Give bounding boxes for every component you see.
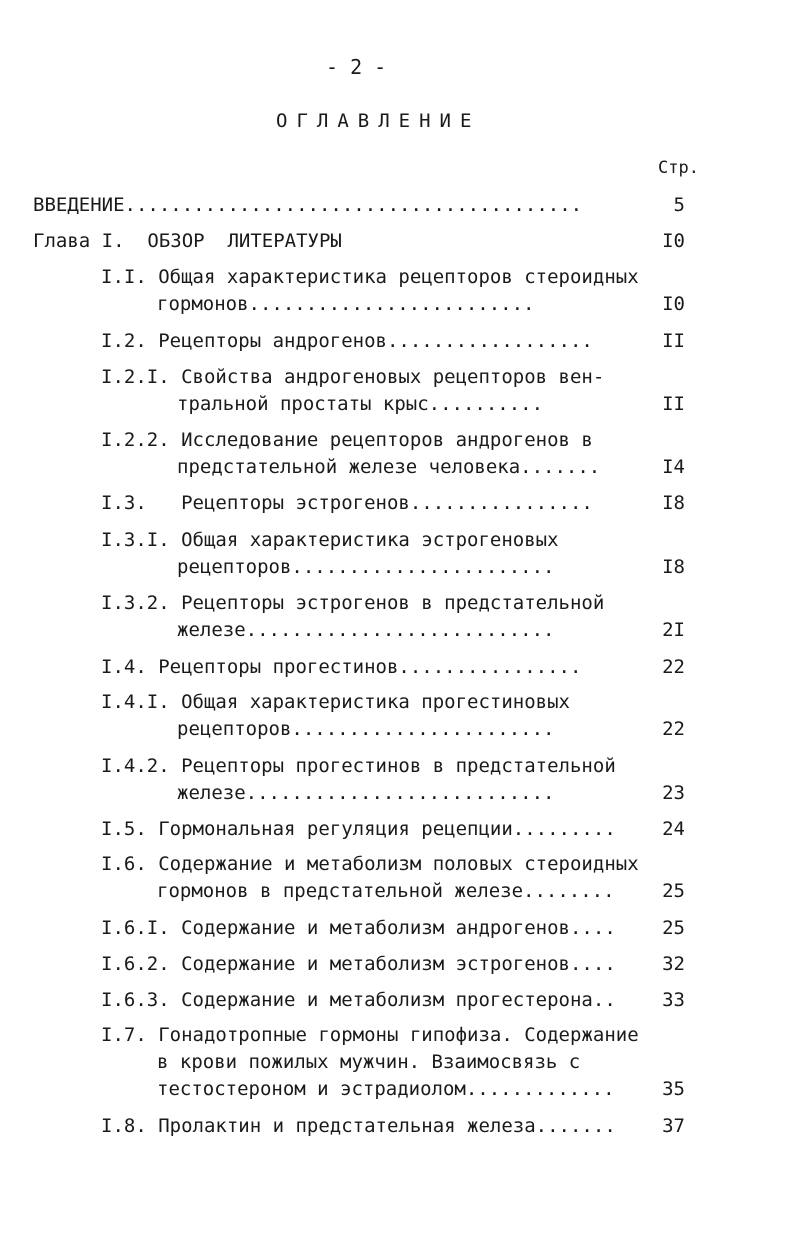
toc-page: 2I [662,619,685,641]
toc-entry-1-2: I.2. Рецепторы андрогенов.................. [101,330,593,352]
toc-page: 23 [662,782,685,804]
toc-page: II [662,330,685,352]
toc-entry-1-3-1-cont: рецепторов....................... [177,556,555,578]
toc-entry-1-8: I.8. Пролактин и предстательная железа....... [101,1115,616,1137]
toc-page: 32 [662,953,685,975]
toc-page: I4 [662,456,685,478]
toc-page: 24 [662,818,685,840]
toc-entry-1-3-2-cont: железе........................... [177,619,555,641]
toc-entry-1-2-2: I.2.2. Исследование рецепторов андрогенов в [101,429,593,451]
toc-entry-1-2-2-cont: предстательной железе человека....... [177,456,601,478]
toc-entry-1-4-1-cont: рецепторов....................... [177,718,555,740]
toc-page: 35 [662,1078,685,1100]
toc-entry-1-5: I.5. Гормональная регуляция рецепции......... [101,818,616,840]
page-number: - 2 - [326,55,387,79]
toc-entry-1-3-1: I.3.I. Общая характеристика эстрогеновых [101,529,559,551]
toc-page: 22 [662,718,685,740]
toc-entry-1-7-cont2: тестостероном и эстрадиолом............. [157,1078,615,1100]
toc-entry-1-6-1: I.6.I. Содержание и метаболизм андрогенов.... [101,917,616,939]
toc-entry-1-4-2-cont: железе........................... [177,782,555,804]
toc-page: 37 [662,1115,685,1137]
toc-entry-1-4-2: I.4.2. Рецепторы прогестинов в предстательной [101,755,616,777]
toc-entry-1-6-3: I.6.3. Содержание и метаболизм прогестерона.. [101,989,616,1011]
toc-entry-1-3: I.3. Рецепторы эстрогенов................ [101,492,593,514]
toc-page: I8 [662,492,685,514]
toc-entry-1-1-cont: гормонов......................... [157,293,535,315]
document-title: ОГЛАВЛЕНИЕ [276,110,481,132]
toc-entry-1-6: I.6. Содержание и метаболизм половых стероидных [101,853,639,875]
toc-page: 22 [662,656,685,678]
toc-page: I0 [662,293,685,315]
toc-entry-1-3-2: I.3.2. Рецепторы эстрогенов в предстательной [101,592,605,614]
toc-entry-1-2-1-cont: тральной простаты крыс.......... [177,393,544,415]
toc-page: 25 [662,880,685,902]
toc-entry-1-6-2: I.6.2. Содержание и метаболизм эстрогенов.... [101,953,616,975]
page-column-header: Стр. [658,158,699,178]
toc-entry-1-7-cont: в крови пожилых мужчин. Взаимосвязь с [157,1051,581,1073]
toc-entry-introduction: ВВЕДЕНИЕ........................................ [33,194,583,216]
toc-entry-1-1: I.I. Общая характеристика рецепторов стероидных [101,266,639,288]
toc-entry-1-7: I.7. Гонадотропные гормоны гипофиза. Содержание [101,1024,639,1046]
toc-page: II [662,393,685,415]
toc-page: I8 [662,556,685,578]
toc-entry-chapter-1: Глава I. ОБЗОР ЛИТЕРАТУРЫ [33,230,342,252]
toc-page: 5 [673,194,685,216]
toc-entry-1-6-cont: гормонов в предстательной железе........ [157,880,615,902]
toc-page: 25 [662,917,685,939]
toc-page: I0 [662,230,685,252]
toc-entry-1-4: I.4. Рецепторы прогестинов................ [101,656,582,678]
toc-entry-1-4-1: I.4.I. Общая характеристика прогестиновых [101,691,570,713]
toc-entry-1-2-1: I.2.I. Свойства андрогеновых рецепторов вен- [101,366,605,388]
toc-page: 33 [662,989,685,1011]
